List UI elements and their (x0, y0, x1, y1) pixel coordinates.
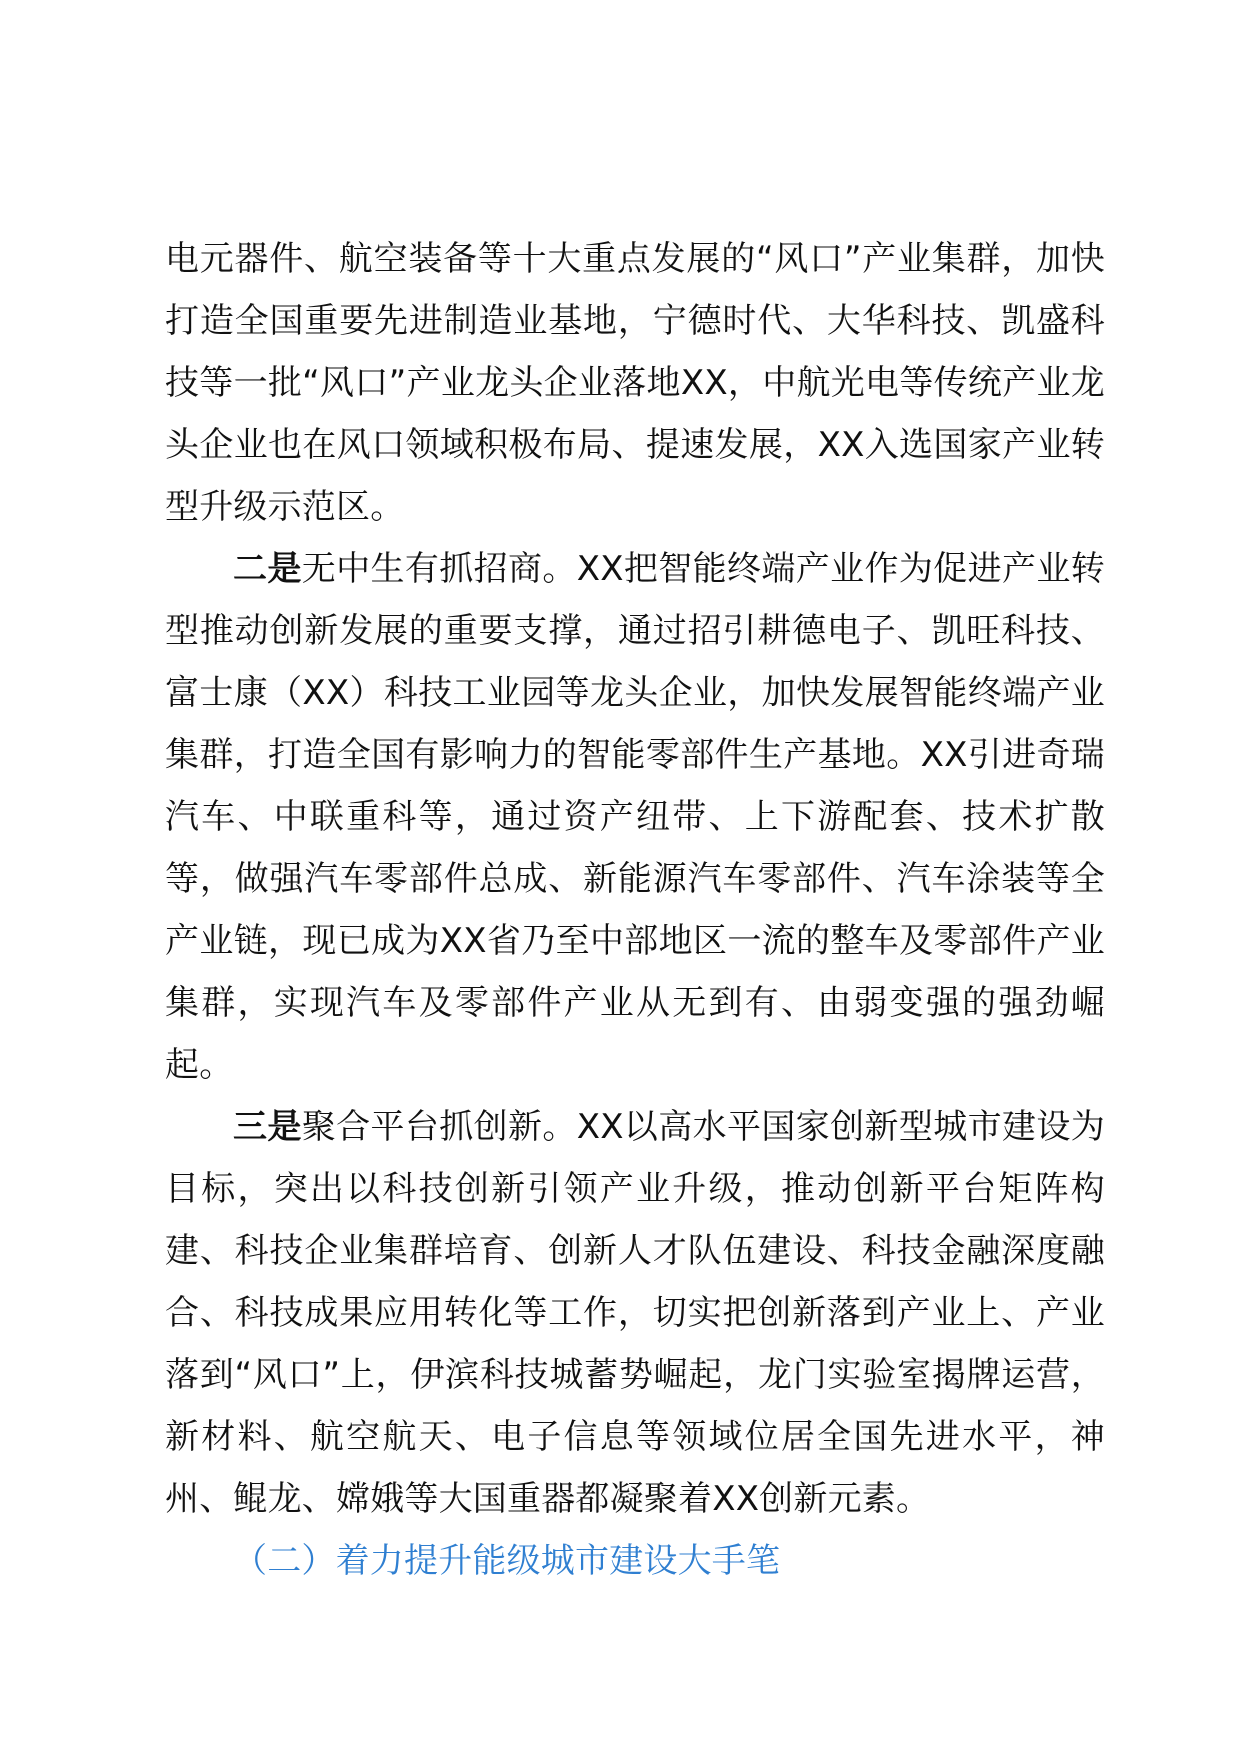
paragraph-3-lead: 三是 (233, 1107, 302, 1147)
paragraph-2 (165, 538, 1105, 1096)
paragraph-2-lead: 二是 (233, 549, 302, 589)
document-body (165, 228, 1105, 1592)
paragraph-1 (165, 228, 1105, 538)
paragraph-2-text: 无中生有抓招商。XX把智能终端产业作为促进产业转型推动创新发展的重要支撑，通过招引耕德电子、凯旺科技、富士康（XX）科技工业园等龙头企业，加快发展智能终端产业集群，打造全国有影响力的智能零部件生产基地。XX引进奇瑞汽车、中联重科等，通过资产纽带、上下游配套、技术扩散等，做强汽车零部件总成、新能源汽车零部件、汽车涂装等全产业链，现已成为XX省乃至中部地区一流的整车及零部件产业集群，实现汽车及零部件产业从无到有、由弱变强的强劲崛起。 (165, 549, 1106, 1085)
section-heading: （二）着力提升能级城市建设大手笔 (233, 1541, 781, 1581)
paragraph-1-text: 电元器件、航空装备等十大重点发展的“风口”产业集群，加快打造全国重要先进制造业基地，宁德时代、大华科技、凯盛科技等一批“风口”产业龙头企业落地XX，中航光电等传统产业龙头企业也在风口领域积极布局、提速发展，XX入选国家产业转型升级示范区。 (165, 239, 1105, 527)
paragraph-3-text: 聚合平台抓创新。XX以高水平国家创新型城市建设为目标，突出以科技创新引领产业升级，推动创新平台矩阵构建、科技企业集群培育、创新人才队伍建设、科技金融深度融合、科技成果应用转化等工作，切实把创新落到产业上、产业落到“风口”上，伊滨科技城蓄势崛起，龙门实验室揭牌运营，新材料、航空航天、电子信息等领域位居全国先进水平，神州、鲲龙、嫦娥等大国重器都凝聚着XX创新元素。 (165, 1107, 1106, 1519)
paragraph-3 (165, 1096, 1105, 1530)
